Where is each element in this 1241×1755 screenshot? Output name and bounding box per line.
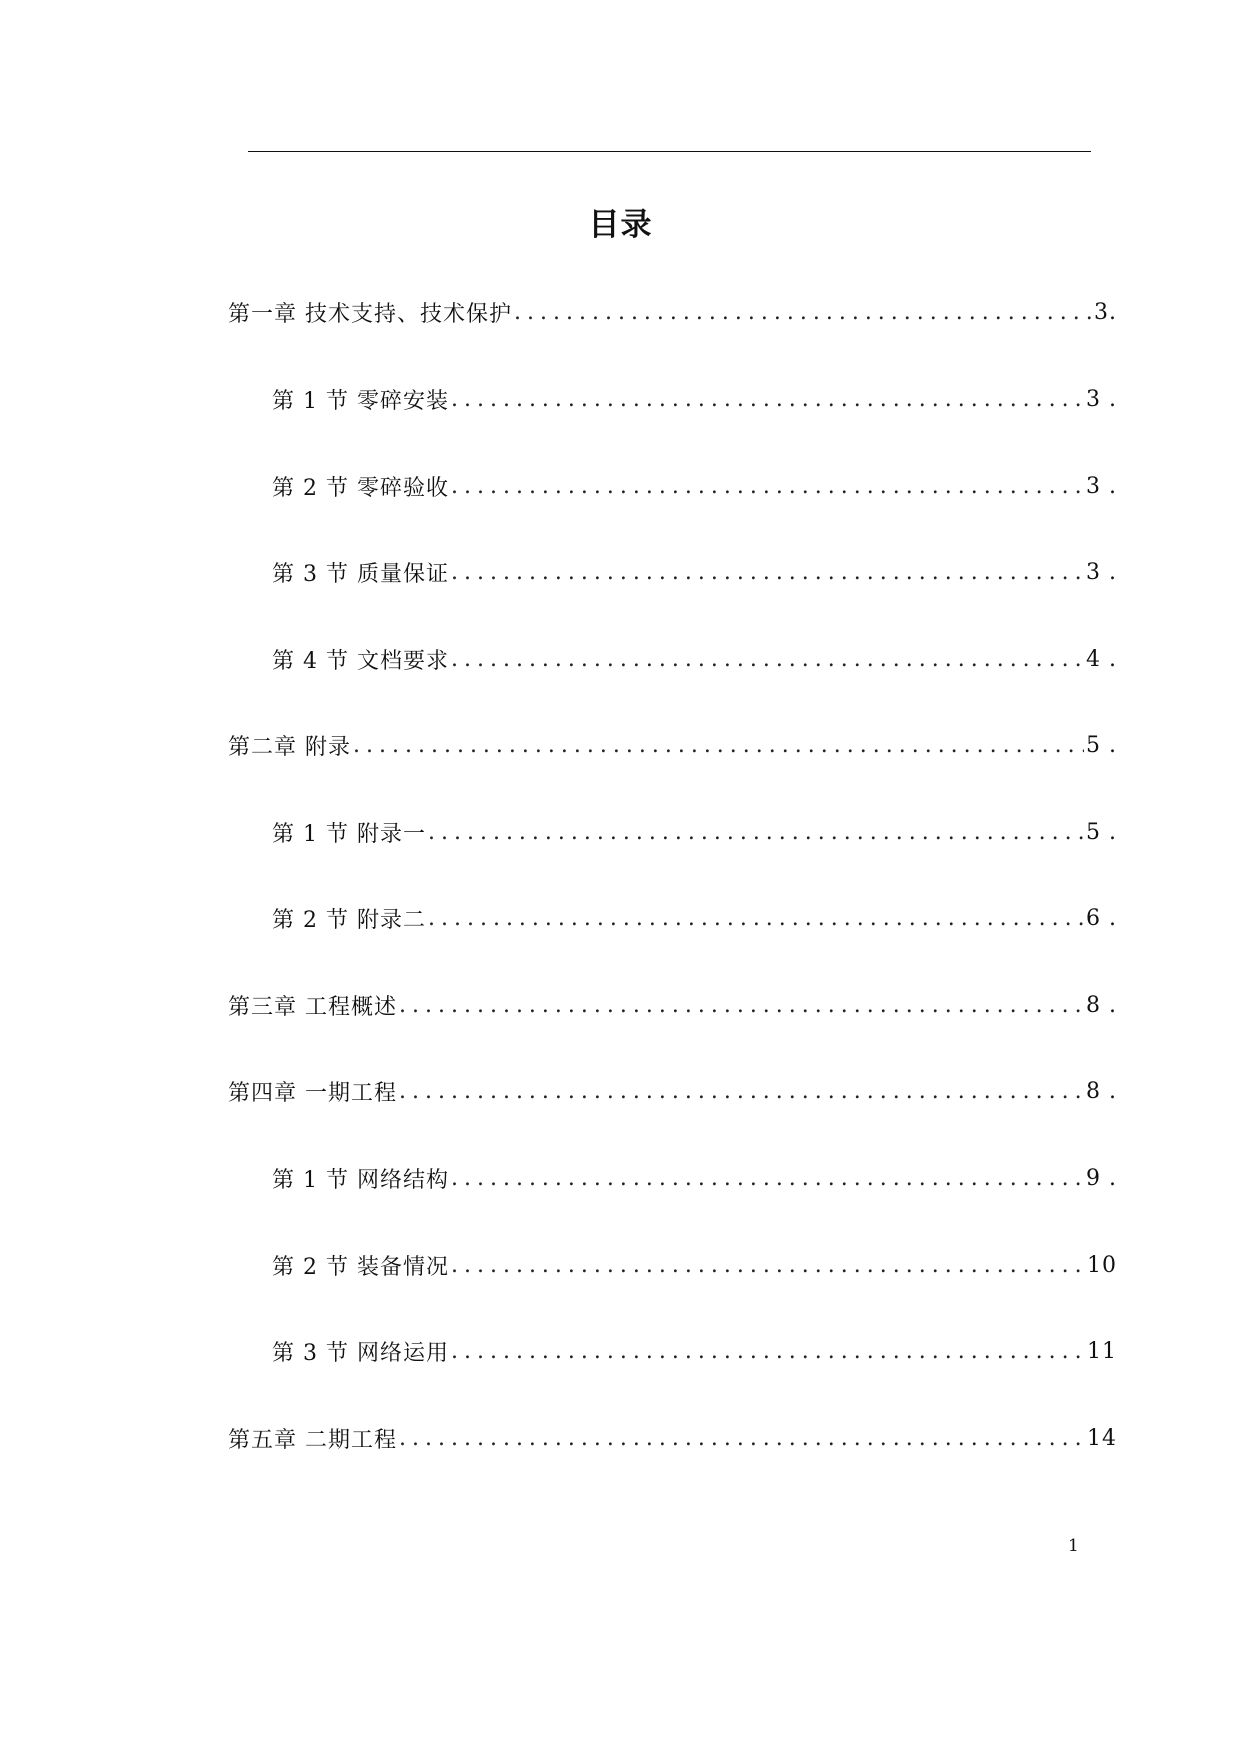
toc-entry-label: 第 1 节 网络结构 (272, 1167, 449, 1193)
toc-entry-page: 4 . (1086, 646, 1117, 672)
toc-dot-leader (451, 560, 1084, 585)
toc-title: 目录 (588, 207, 653, 243)
toc-dot-leader (451, 1166, 1084, 1191)
toc-entry-chapter-4-section-2[interactable] (272, 1245, 1117, 1285)
toc-entry-chapter-4-section-1[interactable] (272, 1158, 1117, 1198)
toc-entry-chapter-1-section-3[interactable] (272, 552, 1117, 592)
toc-entry-label: 第 4 节 文档要求 (272, 648, 449, 674)
page-number: 1 (1068, 1536, 1079, 1556)
toc-dot-leader (451, 474, 1084, 499)
toc-dot-leader (451, 647, 1084, 672)
toc-dot-leader (428, 820, 1084, 845)
toc-entry-chapter-4[interactable] (228, 1071, 1117, 1111)
toc-entry-chapter-1-section-2[interactable] (272, 466, 1117, 506)
toc-entry-chapter-1[interactable] (228, 292, 1117, 332)
toc-dot-leader (451, 1339, 1085, 1364)
toc-entry-page: 3 . (1086, 473, 1117, 499)
toc-dot-leader (353, 733, 1084, 758)
toc-dot-leader (451, 387, 1084, 412)
toc-entry-label: 第 3 节 质量保证 (272, 561, 449, 587)
toc-entry-label: 第五章 二期工程 (228, 1427, 397, 1453)
toc-entry-page: 6 . (1086, 905, 1117, 931)
toc-entry-label: 第 1 节 附录一 (272, 821, 426, 847)
toc-dot-leader (428, 906, 1084, 931)
toc-entry-label: 第一章 技术支持、技术保护 (228, 301, 512, 327)
toc-entry-chapter-2-section-1[interactable] (272, 812, 1117, 852)
toc-entry-page: 14 (1087, 1425, 1117, 1451)
toc-entry-chapter-1-section-1[interactable] (272, 379, 1117, 419)
toc-dot-leader (399, 1079, 1084, 1104)
toc-entry-label: 第二章 附录 (228, 734, 351, 760)
toc-entry-page: 5 . (1086, 732, 1117, 758)
toc-entry-chapter-2-section-2[interactable] (272, 898, 1117, 938)
toc-entry-page: 3 . (1086, 559, 1117, 585)
toc-entry-chapter-1-section-4[interactable] (272, 639, 1117, 679)
toc-entry-page: 3 . (1086, 386, 1117, 412)
toc-entry-label: 第 2 节 装备情况 (272, 1254, 449, 1280)
toc-dot-leader (514, 300, 1092, 325)
toc-entry-label: 第四章 一期工程 (228, 1080, 397, 1106)
toc-entry-page: 3. (1094, 299, 1117, 325)
toc-entry-page: 10 (1087, 1252, 1117, 1278)
toc-dot-leader (399, 1426, 1085, 1451)
toc-entry-label: 第三章 工程概述 (228, 994, 397, 1020)
toc-entry-chapter-3[interactable] (228, 985, 1117, 1025)
toc-entry-label: 第 1 节 零碎安装 (272, 388, 449, 414)
toc-entry-chapter-4-section-3[interactable] (272, 1331, 1117, 1371)
toc-entry-label: 第 2 节 零碎验收 (272, 475, 449, 501)
toc-entry-chapter-5[interactable] (228, 1418, 1117, 1458)
toc-entry-page: 9 . (1086, 1165, 1117, 1191)
toc-entry-page: 8 . (1086, 1078, 1117, 1104)
toc-entry-page: 11 (1087, 1338, 1117, 1364)
toc-dot-leader (399, 993, 1084, 1018)
toc-dot-leader (451, 1253, 1085, 1278)
toc-entry-chapter-2[interactable] (228, 725, 1117, 765)
toc-entry-label: 第 3 节 网络运用 (272, 1340, 449, 1366)
toc-entry-page: 5 . (1086, 819, 1117, 845)
toc-entry-page: 8 . (1086, 992, 1117, 1018)
toc-entry-label: 第 2 节 附录二 (272, 907, 426, 933)
